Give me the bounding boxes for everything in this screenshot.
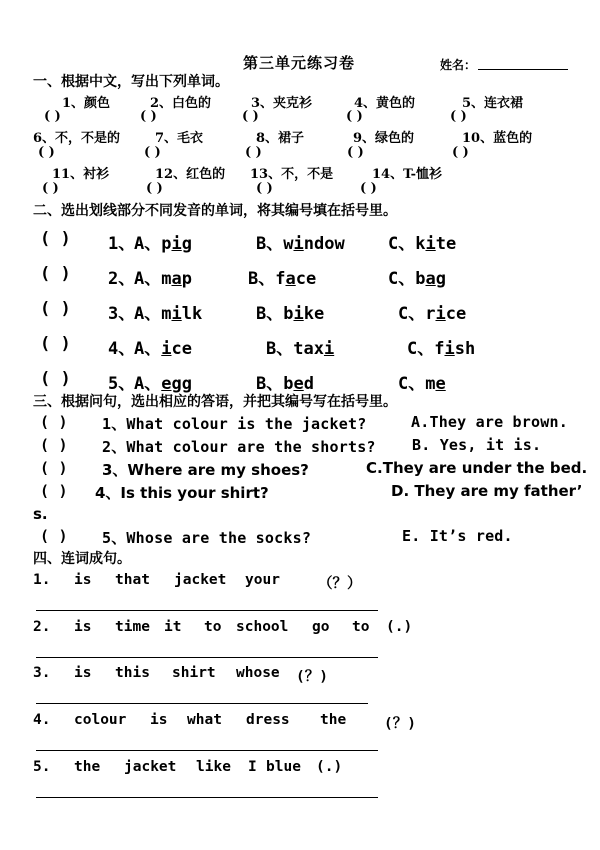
answer-option: E. It’s red. [402, 527, 513, 545]
item-number: 2. [33, 619, 51, 635]
answer-bracket[interactable]: ( ) [40, 459, 68, 477]
word: the [74, 759, 101, 775]
answer-blank[interactable]: ( ) [140, 109, 157, 124]
vocab-label: 4、黄色的 [354, 96, 416, 111]
vocab-label: 13、不，不是 [250, 167, 334, 182]
word: it [164, 619, 182, 635]
vocab-label: 3、夹克衫 [251, 96, 313, 111]
answer-option: D. They are my father’ [391, 482, 583, 500]
question-number: 3、 [108, 304, 136, 324]
answer-blank[interactable]: ( ) [38, 145, 55, 160]
option-a: A、pig [134, 234, 192, 254]
vocab-label: 2、白色的 [150, 96, 212, 111]
answer-bracket[interactable]: ( ) [40, 436, 68, 454]
word: this [115, 665, 150, 681]
word: is [150, 712, 168, 728]
word: colour [74, 712, 127, 728]
word: shirt [172, 665, 216, 681]
option-b: B、face [248, 269, 317, 289]
page-title: 第三单元练习卷 [243, 54, 356, 72]
question-text: 5、Whose are the socks? [102, 529, 312, 547]
answer-bracket[interactable]: ( ) [40, 413, 68, 431]
option-b: B、taxi [266, 339, 335, 359]
vocab-label: 1、颜色 [62, 96, 111, 111]
word: I [248, 759, 257, 775]
vocab-label: 14、T-恤衫 [372, 167, 443, 182]
item-number: 5. [33, 759, 51, 775]
word: is [74, 665, 92, 681]
answer-line[interactable] [36, 797, 378, 798]
answer-line[interactable] [36, 703, 368, 704]
vocab-label: 5、连衣裙 [462, 96, 524, 111]
answer-bracket[interactable]: ( ) [40, 229, 71, 249]
answer-blank[interactable]: ( ) [144, 145, 161, 160]
answer-blank[interactable]: ( ) [450, 109, 467, 124]
question-number: 2、 [108, 269, 136, 289]
word: what [187, 712, 222, 728]
answer-blank[interactable]: ( ) [44, 109, 61, 124]
word: whose [236, 665, 280, 681]
answer-option-wrap: s. [33, 505, 48, 523]
name-input-line[interactable] [478, 69, 568, 70]
answer-blank[interactable]: ( ) [452, 145, 469, 160]
word: is [74, 619, 92, 635]
answer-blank[interactable]: ( ) [146, 181, 163, 196]
answer-bracket[interactable]: ( ) [40, 527, 68, 545]
punctuation: (.) [386, 619, 413, 635]
answer-option: C.They are under the bed. [366, 459, 588, 477]
word: jacket [174, 572, 227, 588]
word: is [74, 572, 92, 588]
answer-line[interactable] [36, 657, 378, 658]
question-text: 3、Where are my shoes? [102, 461, 309, 479]
word: to [352, 619, 370, 635]
word: the [320, 712, 347, 728]
answer-blank[interactable]: ( ) [347, 145, 364, 160]
section3-heading: 三、根据问句，选出相应的答语，并把其编号写在括号里。 [33, 394, 397, 410]
vocab-label: 11、衬衫 [52, 167, 110, 182]
punctuation: (.) [316, 759, 343, 775]
item-number: 4. [33, 712, 51, 728]
option-a: A、milk [134, 304, 203, 324]
answer-option: B. Yes, it is. [412, 436, 542, 454]
option-c: C、rice [398, 304, 467, 324]
word: time [115, 619, 150, 635]
option-b: B、window [256, 234, 345, 254]
answer-bracket[interactable]: ( ) [40, 334, 71, 354]
question-text: 2、What colour are the shorts? [102, 438, 376, 456]
section1-heading: 一、根据中文，写出下列单词。 [33, 74, 229, 90]
option-a: A、map [134, 269, 192, 289]
answer-blank[interactable]: ( ) [42, 181, 59, 196]
word: that [115, 572, 150, 588]
word: dress [246, 712, 290, 728]
vocab-label: 7、毛衣 [155, 131, 204, 146]
option-c: C、me [398, 374, 446, 394]
section2-heading: 二、选出划线部分不同发音的单词，将其编号填在括号里。 [33, 203, 397, 219]
option-b: B、bed [256, 374, 314, 394]
question-text: 1、What colour is the jacket? [102, 415, 367, 433]
vocab-label: 6、不，不是的 [33, 131, 121, 146]
answer-line[interactable] [36, 750, 378, 751]
option-a: A、egg [134, 374, 192, 394]
answer-bracket[interactable]: ( ) [40, 264, 71, 284]
punctuation: （？） [318, 576, 362, 592]
word: to [204, 619, 222, 635]
word: jacket [124, 759, 177, 775]
answer-bracket[interactable]: ( ) [40, 299, 71, 319]
question-number: 4、 [108, 339, 136, 359]
punctuation: (？) [296, 669, 328, 685]
answer-blank[interactable]: ( ) [360, 181, 377, 196]
option-c: C、kite [388, 234, 457, 254]
word: like [196, 759, 231, 775]
vocab-label: 8、裙子 [256, 131, 305, 146]
option-c: C、bag [388, 269, 446, 289]
section4-heading: 四、连词成句。 [33, 551, 131, 567]
answer-blank[interactable]: ( ) [242, 109, 259, 124]
vocab-label: 9、绿色的 [353, 131, 415, 146]
question-number: 1、 [108, 234, 136, 254]
vocab-label: 10、蓝色的 [462, 131, 533, 146]
item-number: 3. [33, 665, 51, 681]
answer-option: A.They are brown. [411, 413, 568, 431]
punctuation: (？) [384, 716, 416, 732]
word: your [245, 572, 280, 588]
word: blue [266, 759, 301, 775]
name-label: 姓名： [440, 58, 477, 72]
item-number: 1. [33, 572, 51, 588]
answer-line[interactable] [36, 610, 378, 611]
vocab-label: 12、红色的 [155, 167, 226, 182]
word: school [236, 619, 289, 635]
answer-bracket[interactable]: ( ) [40, 482, 68, 500]
question-text: 4、Is this your shirt? [95, 484, 269, 502]
word: go [312, 619, 330, 635]
option-a: A、ice [134, 339, 192, 359]
option-b: B、bike [256, 304, 325, 324]
question-number: 5、 [108, 374, 136, 394]
answer-blank[interactable]: ( ) [245, 145, 262, 160]
answer-blank[interactable]: ( ) [346, 109, 363, 124]
answer-bracket[interactable]: ( ) [40, 369, 71, 389]
answer-blank[interactable]: ( ) [256, 181, 273, 196]
option-c: C、fish [407, 339, 476, 359]
